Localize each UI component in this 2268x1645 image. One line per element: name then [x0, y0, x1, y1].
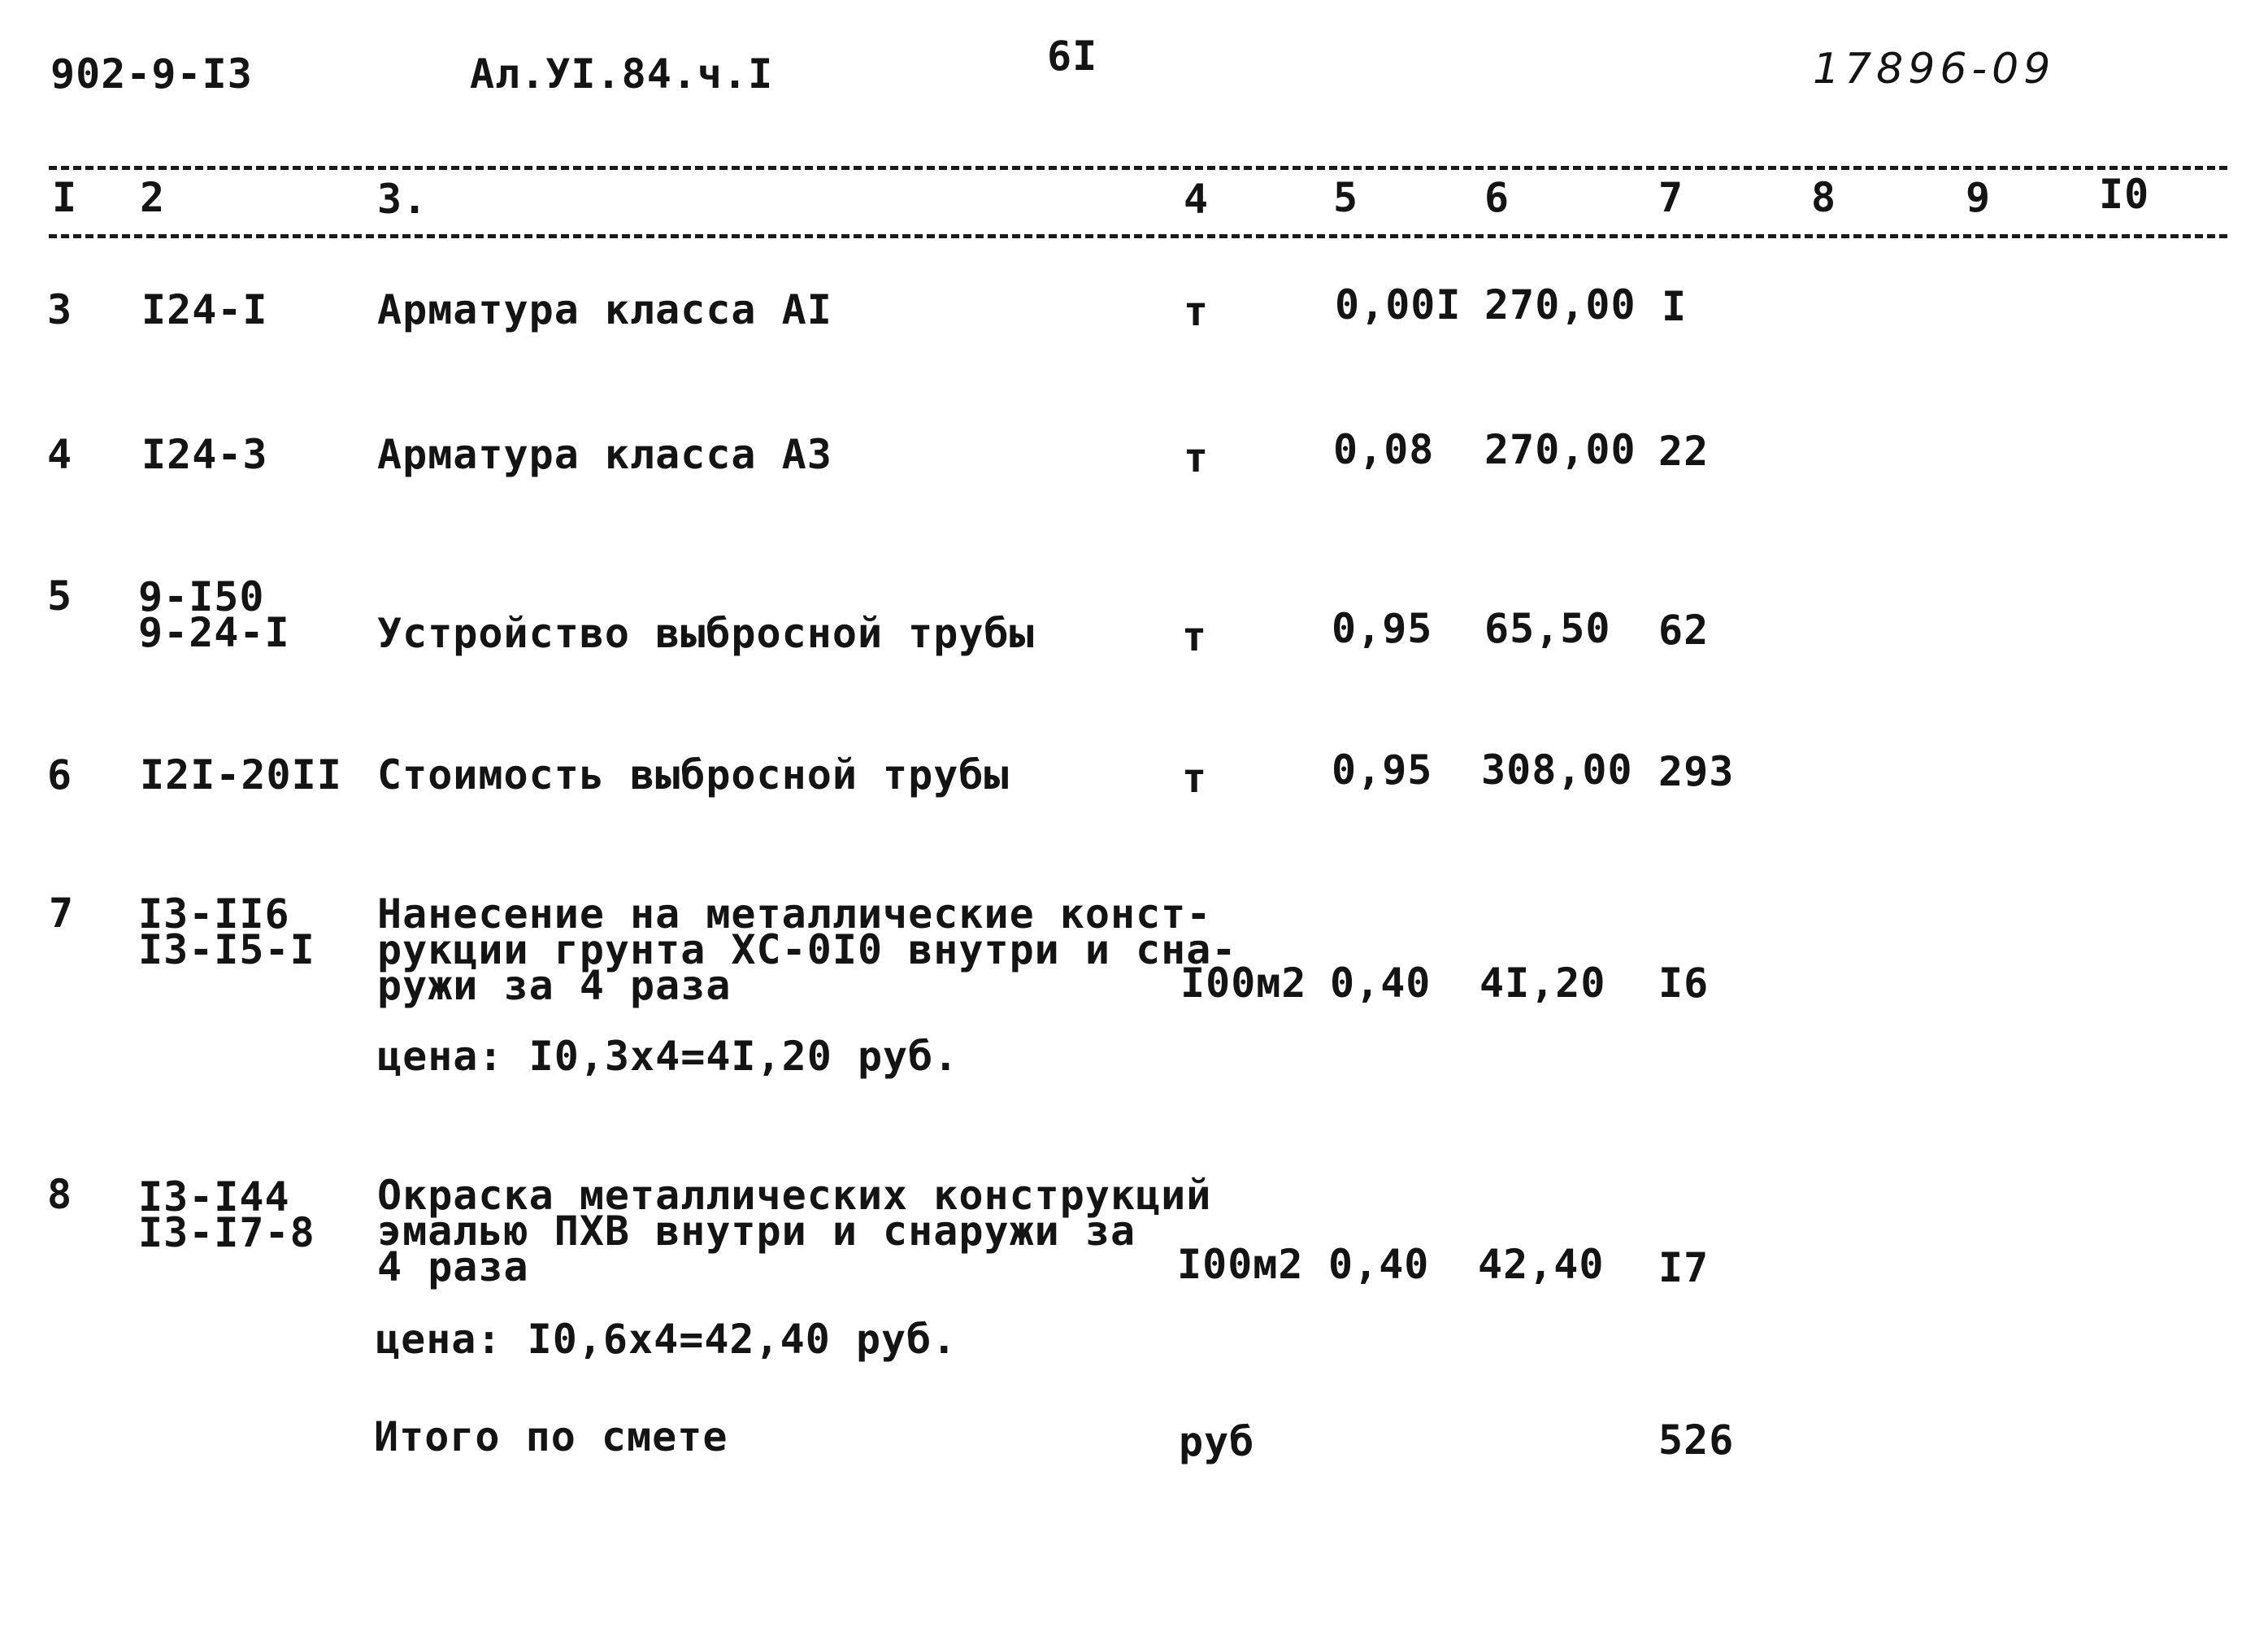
- column-header-1: I: [52, 174, 78, 221]
- page-number: 6I: [1047, 33, 1098, 80]
- document-number: 17896-09: [1813, 45, 2056, 94]
- unit-price: 270,00: [1484, 281, 1636, 329]
- column-header-4: 4: [1184, 176, 1210, 223]
- total-cost: I6: [1658, 960, 1710, 1007]
- total-cost: I7: [1658, 1244, 1710, 1291]
- total-cost: 62: [1658, 607, 1710, 654]
- unit-price: 42,40: [1478, 1241, 1605, 1288]
- item-description: Арматура класса A3: [377, 431, 832, 478]
- price-calculation-note: цена: I0,6x4=42,40 руб.: [376, 1316, 958, 1363]
- summary-label: Итого по смете: [374, 1413, 728, 1460]
- row-number: 3: [47, 286, 73, 333]
- rate-code: I3-II6 I3-I5-I: [138, 890, 315, 973]
- row-number: 8: [47, 1171, 73, 1218]
- album-reference: Ал.УI.84.ч.I: [470, 50, 774, 98]
- total-cost: 293: [1658, 748, 1735, 795]
- quantity: 0,40: [1328, 1241, 1430, 1288]
- header-rule-bottom: [49, 234, 2227, 238]
- column-header-10: I0: [2099, 171, 2150, 218]
- column-header-6: 6: [1484, 174, 1510, 221]
- item-description: Нанесение на металлические конст- рукции грунта XC-0I0 внутри и сна- ружи за 4 раза: [377, 890, 1237, 1009]
- row-number: 6: [47, 751, 73, 799]
- total-cost: 22: [1658, 428, 1710, 475]
- document-code: 902-9-I3: [50, 50, 253, 98]
- price-calculation-note: цена: I0,3x4=4I,20 руб.: [377, 1033, 959, 1080]
- item-description: Устройство выбросной трубы: [377, 610, 1035, 657]
- column-header-3: 3.: [377, 176, 428, 223]
- item-description: Арматура класса AI: [377, 286, 832, 333]
- unit-price: 4I,20: [1479, 960, 1606, 1007]
- column-header-5: 5: [1333, 174, 1359, 221]
- rate-code: I3-I44 I3-I7-8: [138, 1173, 315, 1256]
- unit: I00м2: [1177, 1241, 1304, 1288]
- summary-total: 526: [1658, 1417, 1735, 1464]
- summary-unit: руб: [1179, 1418, 1255, 1465]
- quantity: 0,00I: [1335, 281, 1462, 329]
- row-number: 7: [49, 890, 75, 937]
- quantity: 0,95: [1332, 605, 1433, 652]
- row-number: 4: [47, 431, 73, 478]
- column-header-2: 2: [140, 174, 166, 221]
- column-header-9: 9: [1966, 174, 1992, 221]
- unit-price: 270,00: [1484, 426, 1636, 473]
- column-header-8: 8: [1811, 174, 1837, 221]
- unit: I00м2: [1180, 960, 1307, 1007]
- row-number: 5: [47, 572, 73, 620]
- total-cost: I: [1662, 283, 1688, 330]
- column-header-7: 7: [1658, 174, 1684, 221]
- quantity: 0,40: [1330, 960, 1432, 1007]
- quantity: 0,95: [1332, 746, 1433, 794]
- header-rule-top: [49, 166, 2227, 170]
- rate-code: I24-3: [141, 431, 268, 478]
- item-description: Стоимость выбросной трубы: [377, 751, 1010, 799]
- unit-price: 308,00: [1481, 746, 1633, 794]
- rate-code: I2I-20II: [140, 751, 342, 799]
- item-description: Окраска металлических конструкций эмалью ПХВ внутри и снаружи за 4 раза: [377, 1172, 1212, 1290]
- unit: т: [1182, 755, 1208, 802]
- unit: т: [1184, 288, 1210, 335]
- unit-price: 65,50: [1484, 605, 1611, 652]
- rate-code: 9-I50 9-24-I: [138, 573, 290, 656]
- quantity: 0,08: [1333, 426, 1435, 473]
- unit: т: [1184, 434, 1210, 481]
- unit: т: [1182, 613, 1208, 660]
- rate-code: I24-I: [141, 286, 268, 333]
